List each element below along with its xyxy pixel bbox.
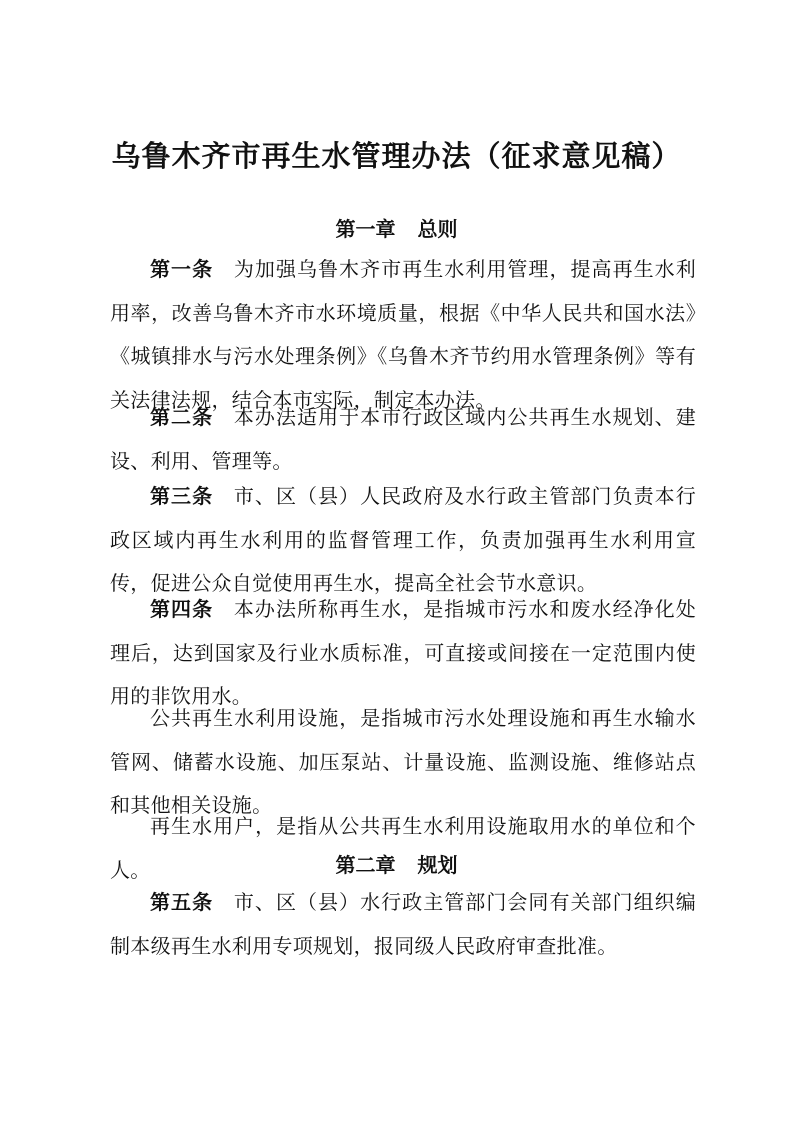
article-text: 市、区（县）人民政府及水行政主管部门负责本行政区域内再生水利用的监督管理工作，负责加强再生水利用宣传，促进公众自觉使用再生水，提高全社会节水意识。: [110, 484, 696, 595]
article-text: 本办法适用于本市行政区域内公共再生水规划、建设、利用、管理等。: [110, 405, 696, 473]
chapter-name: 规划: [417, 853, 458, 877]
article-paragraph: [110, 396, 696, 483]
chapter-number: 第二章: [335, 853, 396, 877]
article-label: 第一条: [150, 257, 214, 281]
article-label: 第四条: [150, 597, 214, 621]
paragraph-text: 再生水用户，是指从公共再生水利用设施取用水的单位和个人。: [110, 814, 696, 882]
chapter-heading-1: [0, 214, 793, 244]
article-label: 第三条: [150, 484, 214, 508]
article-label: 第二条: [150, 405, 214, 429]
article-text: 本办法所称再生水，是指城市污水和废水经净化处理后，达到国家及行业水质标准，可直接或间接在一定范围内使用的非饮用水。: [110, 597, 696, 708]
paragraph-text: 公共再生水利用设施，是指城市污水处理设施和再生水输水管网、储蓄水设施、加压泵站、计量设施、监测设施、维修站点和其他相关设施。: [110, 706, 696, 817]
article-label: 第五条: [150, 890, 214, 914]
chapter-number: 第一章: [335, 217, 396, 241]
document-title: 乌鲁木齐市再生水管理办法（征求意见稿）: [111, 139, 682, 173]
chapter-name: 总则: [417, 217, 458, 241]
article-text: 市、区（县）水行政主管部门会同有关部门组织编制本级再生水利用专项规划，报同级人民政府审查批准。: [110, 890, 696, 958]
article-text: 为加强乌鲁木齐市再生水利用管理，提高再生水利用率，改善乌鲁木齐市水环境质量，根据《中华人民共和国水法》《城镇排水与污水处理条例》《乌鲁木齐节约用水管理条例》等有关法律法规，结合本市实际，制定本办法。: [110, 257, 696, 412]
chapter-heading-2: [0, 850, 793, 880]
article-paragraph: [110, 881, 696, 968]
article-paragraph: [110, 475, 696, 606]
